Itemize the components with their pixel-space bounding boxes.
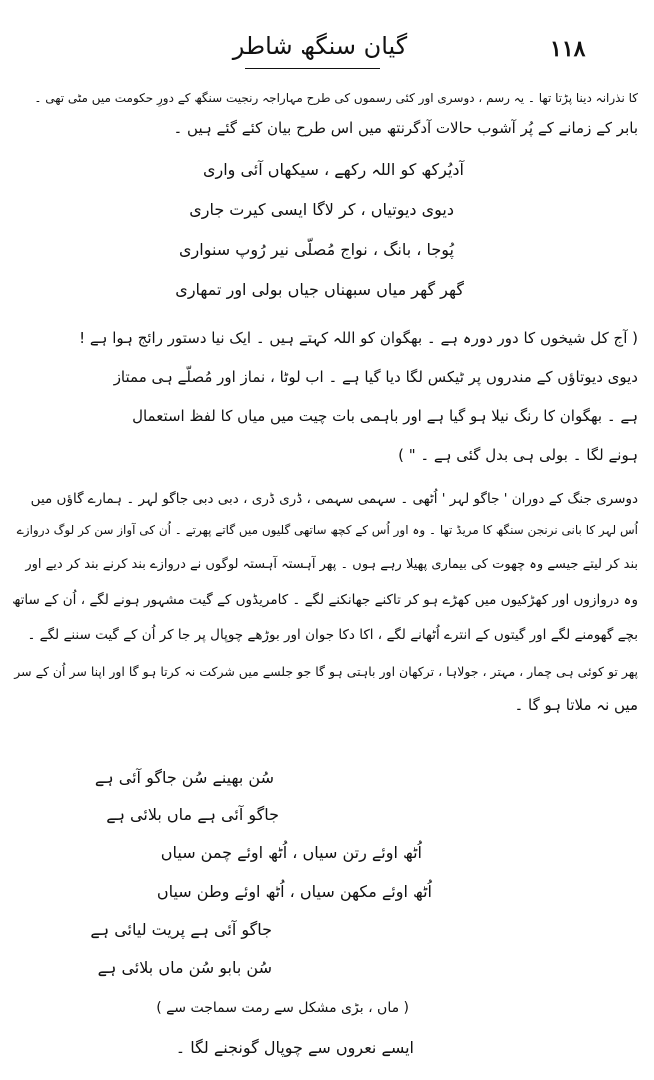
verse-line: اُٹھ اوئے مکھن سیاں ، اُٹھ اوئے وطن سیاں: [156, 882, 432, 901]
paragraph-line: ہے ۔ بھگوان کا رنگ نیلا ہو گیا ہے اور باہمی بات چیت میں میاں کا لفظ استعمال: [132, 407, 638, 425]
verse-line: اُٹھ اوئے رتن سیاں ، اُٹھ اوئے چمن سیاں: [160, 843, 422, 862]
paragraph-line: بابر کے زمانے کے پُر آشوب حالات آدگرنتھ میں اس طرح بیان کئے گئے ہیں ۔: [173, 119, 638, 137]
paragraph-line: دوسری جنگ کے دوران ' جاگو لہر ' اُٹھی ۔ سہمی سہمی ، ڈری ڈری ، دبی دبی جاگو لہر ۔ ہمارے گاؤں میں: [30, 491, 638, 507]
verse-line: آدیُرکھ کو اللہ رکھے ، سیکھاں آئی واری: [202, 160, 464, 179]
parenthetical-note: ( ماں ، بڑی مشکل سے رمت سماجت سے ): [156, 1000, 409, 1016]
verse-line: پُوجا ، بانگ ، نواج مُصلّی نیر رُوپ سنواری: [179, 240, 454, 259]
verse-line: جاگو آئی ہے پریت لیائی ہے: [90, 920, 272, 939]
paragraph-line: وہ دروازوں اور کھڑکیوں میں کھڑے ہو کر تاکنے جھانکنے لگے ۔ کامریڈوں کے گیت مشہور ہونے لگے ، اُن کے ساتھ: [12, 592, 638, 608]
running-title: گیان سنگھ شاطر: [232, 32, 408, 60]
verse-line: سُن بھینے سُن جاگو آئی ہے: [94, 768, 274, 787]
page-header: [0, 28, 654, 68]
closing-line: ایسے نعروں سے چوپال گونجنے لگا ۔: [175, 1038, 414, 1057]
paragraph-line: دیوی دیوتاؤں کے مندروں پر ٹیکس لگا دیا گیا ہے ۔ اب لوٹا ، نماز اور مُصلّے ہی ممتاز: [113, 368, 638, 386]
paragraph-line: ( آج کل شیخوں کا دور دورہ ہے ۔ بھگوان کو اللہ کہتے ہیں ۔ ایک نیا دستور رائج ہوا ہے !: [79, 329, 638, 347]
paragraph-line: بچے گھومنے لگے اور گیتوں کے انترے اُٹھانے لگے ، اکا دکا جوان اور بوڑھے چوپال پر جا کر اُن کے گیت سننے لگے ۔: [27, 627, 638, 643]
paragraph-line: پھر تو کوئی ہی چمار ، مہتر ، جولاہا ، ترکھان اور باہتی ہو گا جو جلسے میں شرکت نہ کرتا ہو گا اور اپنا سر اُن کے سر: [14, 664, 638, 679]
paragraph-line: ہونے لگا ۔ بولی ہی بدل گئی ہے ۔ " ): [398, 446, 638, 464]
verse-line: گھر گھر میاں سبھناں جیاں بولی اور تمھاری: [175, 280, 464, 299]
page-number: ١١٨: [550, 36, 586, 62]
paragraph-line: کا نذرانہ دینا پڑتا تھا ۔ یہ رسم ، دوسری اور کئی رسموں کی طرح مہاراجہ رنجیت سنگھ کے دورِ حکومت میں مٹی تھی ۔: [34, 91, 638, 105]
paragraph-line: بند کر لیتے جیسے وہ چھوت کی بیماری پھیلا رہے ہوں ۔ پھر آہستہ آہستہ لوگوں نے دروازے بند کرنے بند کر دیے اور: [25, 557, 638, 572]
paragraph-line: میں نہ ملاتا ہو گا ۔: [514, 696, 638, 714]
verse-line: سُن بابو سُن ماں بلائی ہے: [97, 958, 272, 977]
verse-line: جاگو آئی ہے ماں بلائی ہے: [106, 805, 279, 824]
paragraph-line: اُس لہر کا بانی نرنجن سنگھ کا مریڈ تھا ۔ وہ اور اُس کے کچھ ساتھی گلیوں میں گاتے پھرتے ۔ اُن کی آواز سن کر لوگ دروازے: [16, 523, 638, 537]
title-underline: [245, 68, 380, 69]
verse-line: دیوی دیوتیاں ، کر لاگا ایسی کیرت جاری: [189, 200, 454, 219]
